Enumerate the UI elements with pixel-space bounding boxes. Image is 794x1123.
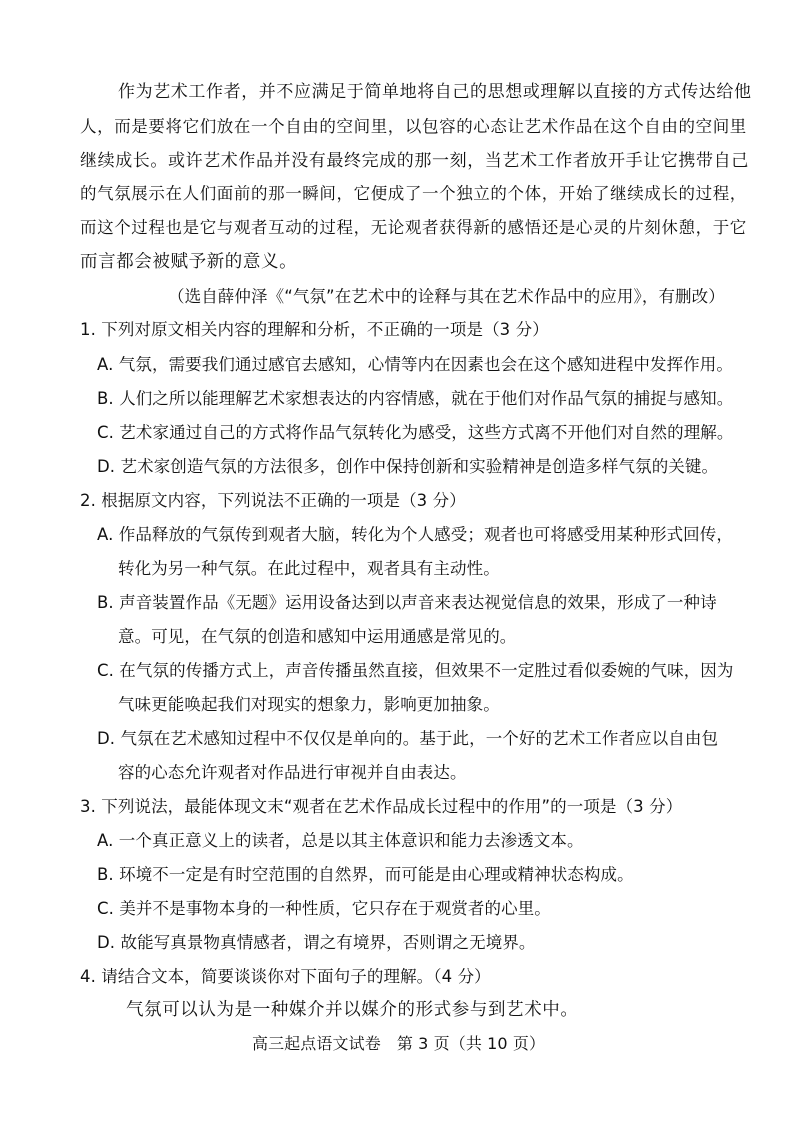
page-footer: 高三起点语文试卷 第 3 页（共 10 页）: [252, 1034, 546, 1053]
q2-option-d-line-1: D. 气氛在艺术感知过程中不仅仅是单向的。基于此，一个好的艺术工作者应以自由包: [97, 729, 719, 748]
q1-option-c: C. 艺术家通过自己的方式将作品气氛转化为感受，这些方式离不开他们对自然的理解。: [97, 423, 734, 442]
passage-source: （选自薛仲泽《“气氛”在艺术中的诠释与其在艺术作品中的应用》，有删改）: [168, 287, 725, 306]
q2-option-c-line-1: C. 在气氛的传播方式上，声音传播虽然直接，但效果不一定胜过看似委婉的气味，因为: [97, 661, 734, 680]
q1-option-d: D. 艺术家创造气氛的方法很多，创作中保持创新和实验精神是创造多样气氛的关键。: [97, 457, 719, 476]
q1-option-b: B. 人们之所以能理解艺术家想表达的内容情感，就在于他们对作品气氛的捕捉与感知。: [97, 389, 734, 408]
passage-line-1: 作为艺术工作者，并不应满足于简单地将自己的思想或理解以直接的方式传达给他: [118, 82, 752, 102]
passage-line-4: 的气氛展示在人们面前的那一瞬间，它便成了一个独立的个体，开始了继续成长的过程，: [80, 184, 747, 203]
passage-line-3: 继续成长。或许艺术作品并没有最终完成的那一刻，当艺术工作者放开手让它携带自己: [80, 151, 749, 171]
q3-option-a: A. 一个真正意义上的读者，总是以其主体意识和能力去渗透文本。: [97, 831, 584, 850]
q2-option-b-line-2: 意。可见，在气氛的创造和感知中运用通感是常见的。: [118, 627, 517, 646]
q2-option-d-line-2: 容的心态允许观者对作品进行审视并自由表达。: [118, 763, 467, 782]
q2-stem: 2. 根据原文内容，下列说法不正确的一项是（3 分）: [80, 491, 466, 510]
passage-line-2: 人，而是要将它们放在一个自由的空间里，以包容的心态让艺术作品在这个自由的空间里: [80, 117, 747, 136]
q3-option-c: C. 美并不是事物本身的一种性质，它只存在于观赏者的心里。: [97, 899, 551, 918]
q3-stem: 3. 下列说法，最能体现文末“观者在艺术作品成长过程中的作用”的一项是（3 分）: [80, 797, 683, 816]
q2-option-a-line-2: 转化为另一种气氛。在此过程中，观者具有主动性。: [118, 559, 500, 578]
q2-option-b-line-1: B. 声音装置作品《无题》运用设备达到以声音来表达视觉信息的效果，形成了一种诗: [97, 593, 717, 612]
q1-option-a: A. 气氛，需要我们通过感官去感知，心情等内在因素也会在这个感知进程中发挥作用。: [97, 355, 733, 374]
q2-option-a-line-1: A. 作品释放的气氛传到观者大脑，转化为个人感受；观者也可将感受用某种形式回传，: [97, 525, 733, 544]
q3-option-d: D. 故能写真景物真情感者，谓之有境界，否则谓之无境界。: [97, 933, 536, 952]
q4-stem: 4. 请结合文本，简要谈谈你对下面句子的理解。（4 分）: [80, 967, 491, 986]
q2-option-c-line-2: 气味更能唤起我们对现实的想象力，影响更加抽象。: [118, 695, 500, 714]
q4-quote: 气氛可以认为是一种媒介并以媒介的形式参与到艺术中。: [126, 1000, 579, 1020]
passage-line-6: 而言都会被赋予新的意义。: [80, 252, 298, 272]
q1-stem: 1. 下列对原文相关内容的理解和分析，不正确的一项是（3 分）: [80, 320, 549, 339]
q3-option-b: B. 环境不一定是有时空范围的自然界，而可能是由心理或精神状态构成。: [97, 865, 634, 884]
passage-line-5: 而这个过程也是它与观者互动的过程，无论观者获得新的感悟还是心灵的片刻休憩，于它: [80, 218, 747, 237]
